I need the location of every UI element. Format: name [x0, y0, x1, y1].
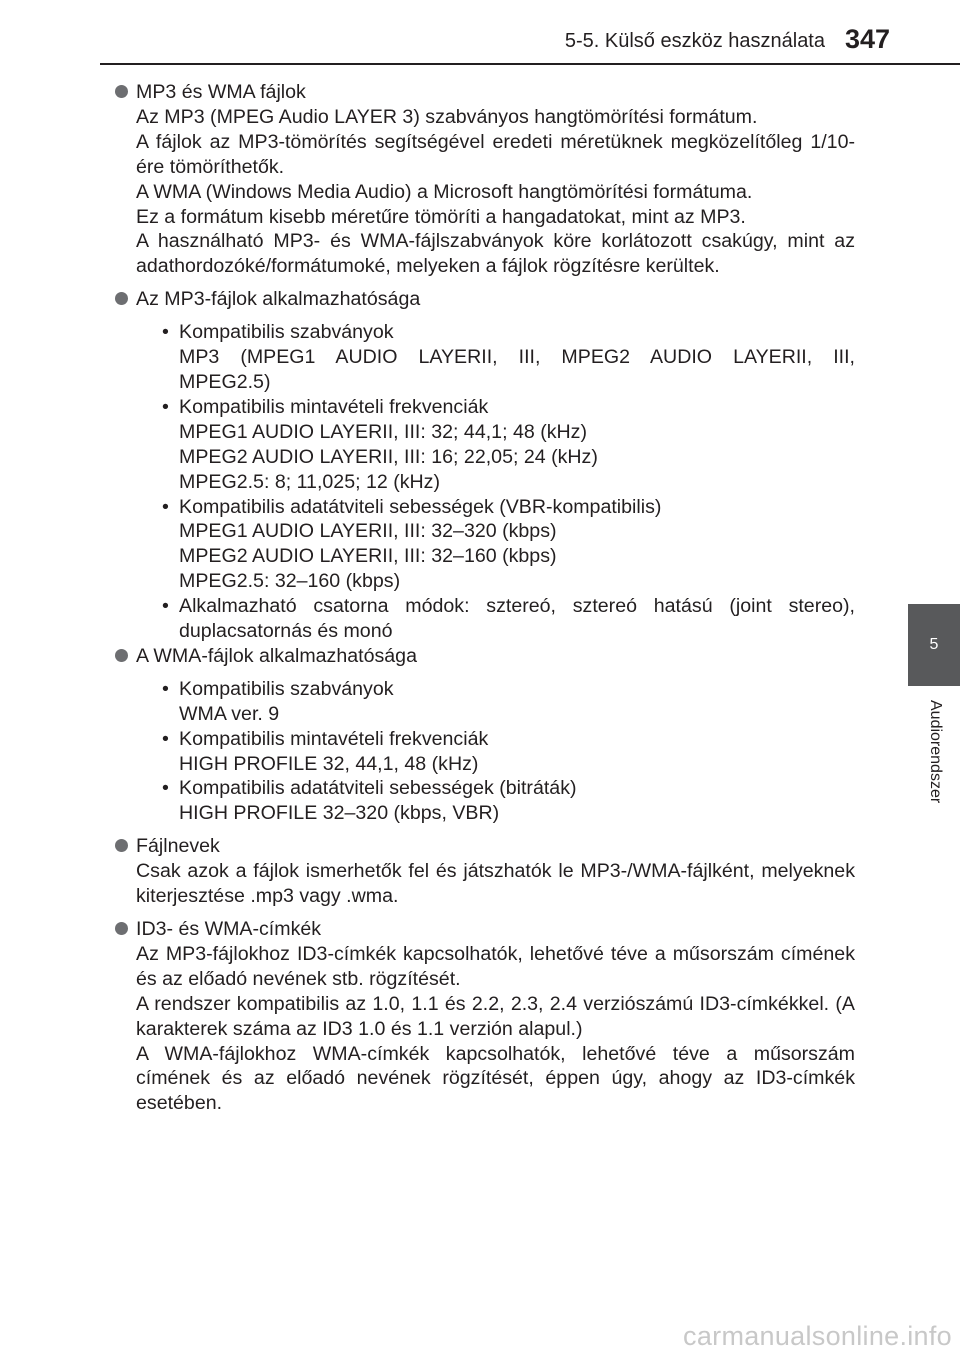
- list-item-line: MPEG2.5: 32–160 (kbps): [179, 570, 401, 593]
- bullet-dot-icon: •: [162, 727, 169, 750]
- section-title: Fájlnevek: [136, 835, 220, 858]
- list-item-line: MPEG1 AUDIO LAYERII, III: 32–320 (kbps): [179, 520, 557, 543]
- list-item-label: Alkalmazható csatorna módok: sztereó, sztereó hatású (joint stereo), duplacsatornás és monó: [179, 595, 855, 643]
- list-item: [158, 495, 855, 595]
- paragraph: A fájlok az MP3-tömörítés segítségével eredeti méretüknek megközelítőleg 1/10-ére tömöríthetők.: [136, 130, 855, 178]
- chapter-title: Audiorendszer: [927, 700, 944, 804]
- header-divider: [100, 63, 960, 65]
- paragraph: Az MP3-fájlokhoz ID3-címkék kapcsolhatók, lehetővé téve a műsorszám címének és az előadó nevének stb. rögzítését.: [136, 942, 855, 990]
- bullet-dot-icon: •: [162, 595, 169, 618]
- page-number: 347: [844, 24, 890, 54]
- sub-list: [136, 320, 855, 644]
- list-item: [158, 677, 855, 727]
- list-item-line: MPEG1 AUDIO LAYERII, III: 32; 44,1; 48 (kHz): [179, 420, 587, 443]
- section-id3-wma-tags: [113, 917, 855, 1116]
- list-item-line: MPEG2 AUDIO LAYERII, III: 16; 22,05; 24 (kHz): [179, 445, 598, 468]
- watermark: carmanualsonline.info: [683, 1321, 952, 1351]
- bullet-dot-icon: •: [162, 395, 169, 418]
- sub-list: [136, 677, 855, 826]
- list-item-line: MP3 (MPEG1 AUDIO LAYERII, III, MPEG2 AUDIO LAYERII, III,: [179, 346, 855, 369]
- bullet-dot-icon: •: [162, 677, 169, 700]
- section-title: ID3- és WMA-címkék: [136, 918, 322, 940]
- list-item-line: MPEG2.5): [179, 370, 271, 393]
- list-item: [158, 320, 855, 395]
- list-item-label: Kompatibilis adatátviteli sebességek (bitráták): [179, 777, 577, 800]
- bullet-icon: [115, 649, 128, 662]
- list-item-line: HIGH PROFILE 32, 44,1, 48 (kHz): [179, 752, 479, 775]
- list-item: [158, 776, 855, 826]
- list-item-label: Kompatibilis mintavételi frekvenciák: [179, 727, 489, 750]
- list-item-line: HIGH PROFILE 32–320 (kbps, VBR): [179, 802, 500, 825]
- paragraph: Csak azok a fájlok ismerhetők fel és játszhatók le MP3-/WMA-fájlként, melyeknek kiterjesztése .mp3 vagy .wma.: [136, 860, 855, 908]
- list-item: [158, 594, 855, 644]
- list-item-line: MPEG2 AUDIO LAYERII, III: 32–160 (kbps): [179, 545, 557, 568]
- bullet-icon: [115, 839, 128, 852]
- section-title: MP3 és WMA fájlok: [136, 81, 306, 103]
- bullet-dot-icon: •: [162, 777, 169, 800]
- list-item-line: WMA ver. 9: [179, 702, 280, 725]
- paragraph: A rendszer kompatibilis az 1.0, 1.1 és 2.2, 2.3, 2.4 verziószámú ID3-címkékkel. (A karakterek száma az ID3 1.0 és 1.1 verzión alapul.): [136, 992, 855, 1040]
- bullet-dot-icon: •: [162, 495, 169, 518]
- paragraph: A WMA (Windows Media Audio) a Microsoft hangtömörítési formátuma.: [136, 180, 753, 203]
- list-item: [158, 727, 855, 777]
- list-item-label: Kompatibilis szabványok: [179, 677, 394, 700]
- bullet-icon: [115, 922, 128, 935]
- list-item-line: MPEG2.5: 8; 11,025; 12 (kHz): [179, 470, 441, 493]
- paragraph: A WMA-fájlokhoz WMA-címkék kapcsolhatók, lehetővé téve a műsorszám címének és az előadó nevének rögzítését, éppen úgy, ahogy az ID3-címkék esetében.: [136, 1042, 855, 1115]
- paragraph: A használható MP3- és WMA-fájlszabványok köre korlátozott csakúgy, mint az adathordozóké/formátumoké, melyeken a fájlok rögzítésre kerültek.: [136, 230, 855, 278]
- chapter-number: 5: [929, 636, 939, 653]
- list-item-label: Kompatibilis szabványok: [179, 321, 394, 344]
- page-content: [113, 80, 855, 1124]
- bullet-dot-icon: •: [162, 321, 169, 344]
- paragraph: Az MP3 (MPEG Audio LAYER 3) szabványos hangtömörítési formátum.: [136, 105, 758, 128]
- section-title: A WMA-fájlok alkalmazhatósága: [136, 644, 417, 667]
- bullet-icon: [115, 292, 128, 305]
- list-item-label: Kompatibilis adatátviteli sebességek (VBR-kompatibilis): [179, 495, 662, 518]
- bullet-icon: [115, 85, 128, 98]
- section-mp3-wma-files: [113, 80, 855, 279]
- paragraph: Ez a formátum kisebb méretűre tömöríti a hangadatokat, mint az MP3.: [136, 205, 746, 228]
- list-item-label: Kompatibilis mintavételi frekvenciák: [179, 395, 489, 418]
- section-mp3-compatibility: [113, 287, 855, 644]
- section-wma-compatibility: [113, 644, 855, 826]
- section-header-title: 5-5. Külső eszköz használata: [564, 30, 825, 52]
- chapter-tab: [908, 604, 960, 686]
- section-title: Az MP3-fájlok alkalmazhatósága: [136, 288, 421, 311]
- list-item: [158, 395, 855, 495]
- section-file-names: [113, 834, 855, 909]
